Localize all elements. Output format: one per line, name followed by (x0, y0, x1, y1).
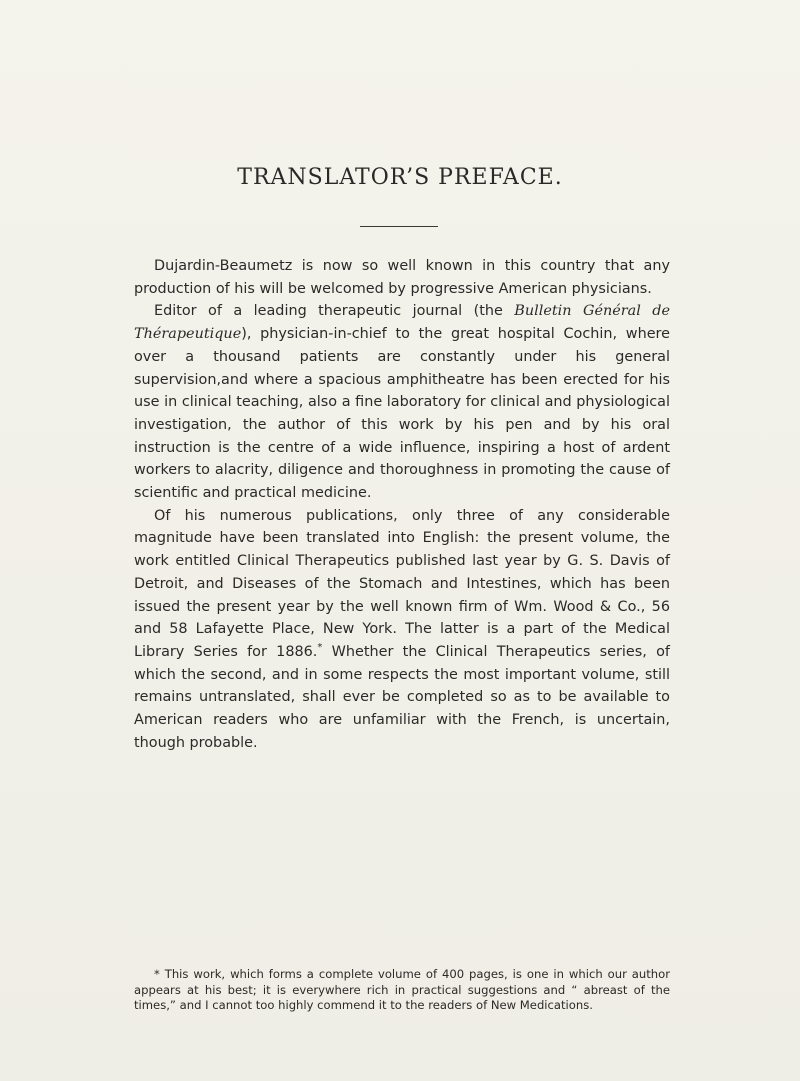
preface-body (134, 255, 670, 754)
paragraph-2-rest: ), physician-in-chief to the great hospital Cochin, where over a thousand patients are constantly under his general supervision,and where a spacious amphitheatre has been erected for his use in clinical teaching, also a fine laboratory for clinical and physiological investigation, the author of this work by his pen and by his oral instruction is the centre of a wide influence, inspiring a host of ardent workers to alacrity, diligence and thoroughness in promoting the cause of scientific and practical medicine. (134, 326, 670, 502)
journal-title: Bulletin Général de Thérapeutique (134, 303, 671, 343)
footnote: * This work, which forms a complete volume of 400 pages, is one in which our author appears at his best; it is everywhere rich in practical suggestions and “ abreast of the times,” and I cannot too highly commend it to the readers of New Medications. (134, 967, 670, 1013)
paragraph-2 (134, 300, 670, 504)
title-divider (360, 226, 438, 227)
footnote-marker: * (317, 642, 323, 654)
paragraph-2-lead: Editor of a leading therapeutic journal (the (154, 303, 515, 320)
paragraph-3 (134, 505, 670, 755)
paragraph-1: Dujardin-Beaumetz is now so well known in this country that any production of his will be welcomed by progressive American physicians. (134, 258, 670, 297)
paragraph-3-lead: Of his numerous publications, only three of any considerable magnitude have been translated into English: the present volume, the work entitled Clinical Therapeutics published last year by G. S. Davis of Detroit, and Diseases of the Stomach and Intestines, which has been issued the present year by the well known firm of Wm. Wood & Co., 56 and 58 Lafayette Place, New York. The latter is a part of the Medical Library Series for 1886. (134, 507, 670, 660)
page-title: TRANSLATOR’S PREFACE. (237, 165, 563, 190)
paragraph-3-rest: Whether the Clinical Therapeutics series, of which the second, and in some respects the most important volume, still remains untranslated, shall ever be completed so as to be available to American readers who are unfamiliar with the French, is uncertain, though probable. (134, 643, 671, 751)
